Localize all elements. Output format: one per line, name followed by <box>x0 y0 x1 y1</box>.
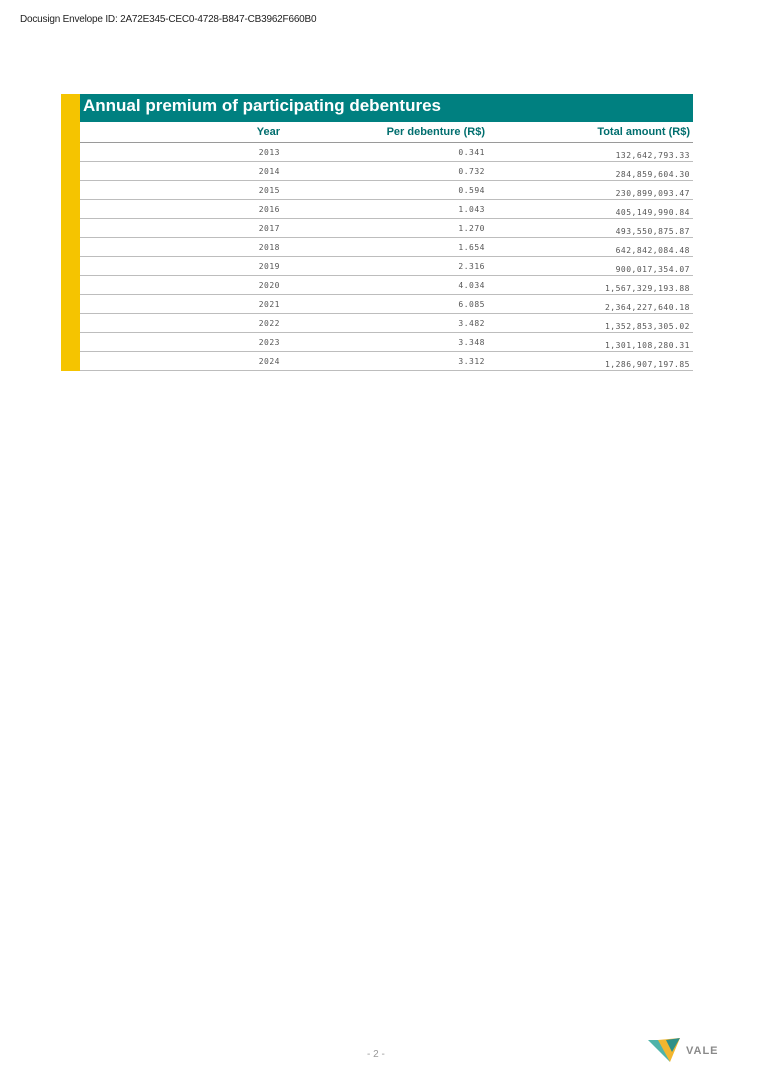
table-row <box>80 181 693 200</box>
per-debenture-cell: 0.594 <box>283 181 488 200</box>
table-row <box>80 314 693 333</box>
logo-text: VALE <box>686 1045 719 1057</box>
per-debenture-cell: 1.270 <box>283 219 488 238</box>
year-cell: 2021 <box>80 295 283 314</box>
year-cell: 2017 <box>80 219 283 238</box>
column-header-year: Year <box>80 122 283 143</box>
table-row <box>80 143 693 162</box>
page-number: - 2 - <box>367 1049 385 1060</box>
per-debenture-cell: 0.732 <box>283 162 488 181</box>
table-row <box>80 219 693 238</box>
total-amount-cell: 284,859,604.30 <box>488 162 693 181</box>
year-cell: 2020 <box>80 276 283 295</box>
total-amount-cell: 1,567,329,193.88 <box>488 276 693 295</box>
table-row <box>80 200 693 219</box>
total-amount-cell: 132,642,793.33 <box>488 143 693 162</box>
total-amount-cell: 230,899,093.47 <box>488 181 693 200</box>
per-debenture-cell: 3.482 <box>283 314 488 333</box>
total-amount-cell: 642,842,084.48 <box>488 238 693 257</box>
column-header-per-debenture: Per debenture (R$) <box>283 122 488 143</box>
table-title: Annual premium of participating debentures <box>80 94 693 122</box>
per-debenture-cell: 3.348 <box>283 333 488 352</box>
debentures-table-section <box>80 94 693 371</box>
year-cell: 2013 <box>80 143 283 162</box>
year-cell: 2024 <box>80 352 283 371</box>
year-cell: 2022 <box>80 314 283 333</box>
per-debenture-cell: 1.654 <box>283 238 488 257</box>
table-row <box>80 276 693 295</box>
table-row <box>80 295 693 314</box>
per-debenture-cell: 0.341 <box>283 143 488 162</box>
table-row <box>80 257 693 276</box>
accent-bar <box>61 94 80 371</box>
per-debenture-cell: 3.312 <box>283 352 488 371</box>
per-debenture-cell: 6.085 <box>283 295 488 314</box>
per-debenture-cell: 4.034 <box>283 276 488 295</box>
total-amount-cell: 900,017,354.07 <box>488 257 693 276</box>
year-cell: 2019 <box>80 257 283 276</box>
year-cell: 2014 <box>80 162 283 181</box>
total-amount-cell: 2,364,227,640.18 <box>488 295 693 314</box>
table-row <box>80 162 693 181</box>
envelope-id: Docusign Envelope ID: 2A72E345-CEC0-4728-B847-CB3962F660B0 <box>20 14 317 25</box>
per-debenture-cell: 1.043 <box>283 200 488 219</box>
total-amount-cell: 1,301,108,280.31 <box>488 333 693 352</box>
table-row <box>80 352 693 371</box>
debentures-table <box>80 122 693 371</box>
table-row <box>80 238 693 257</box>
total-amount-cell: 493,550,875.87 <box>488 219 693 238</box>
year-cell: 2018 <box>80 238 283 257</box>
year-cell: 2023 <box>80 333 283 352</box>
year-cell: 2016 <box>80 200 283 219</box>
total-amount-cell: 1,286,907,197.85 <box>488 352 693 371</box>
total-amount-cell: 1,352,853,305.02 <box>488 314 693 333</box>
table-row <box>80 333 693 352</box>
year-cell: 2015 <box>80 181 283 200</box>
table-header-row <box>80 122 693 143</box>
total-amount-cell: 405,149,990.84 <box>488 200 693 219</box>
per-debenture-cell: 2.316 <box>283 257 488 276</box>
column-header-total-amount: Total amount (R$) <box>488 122 693 143</box>
